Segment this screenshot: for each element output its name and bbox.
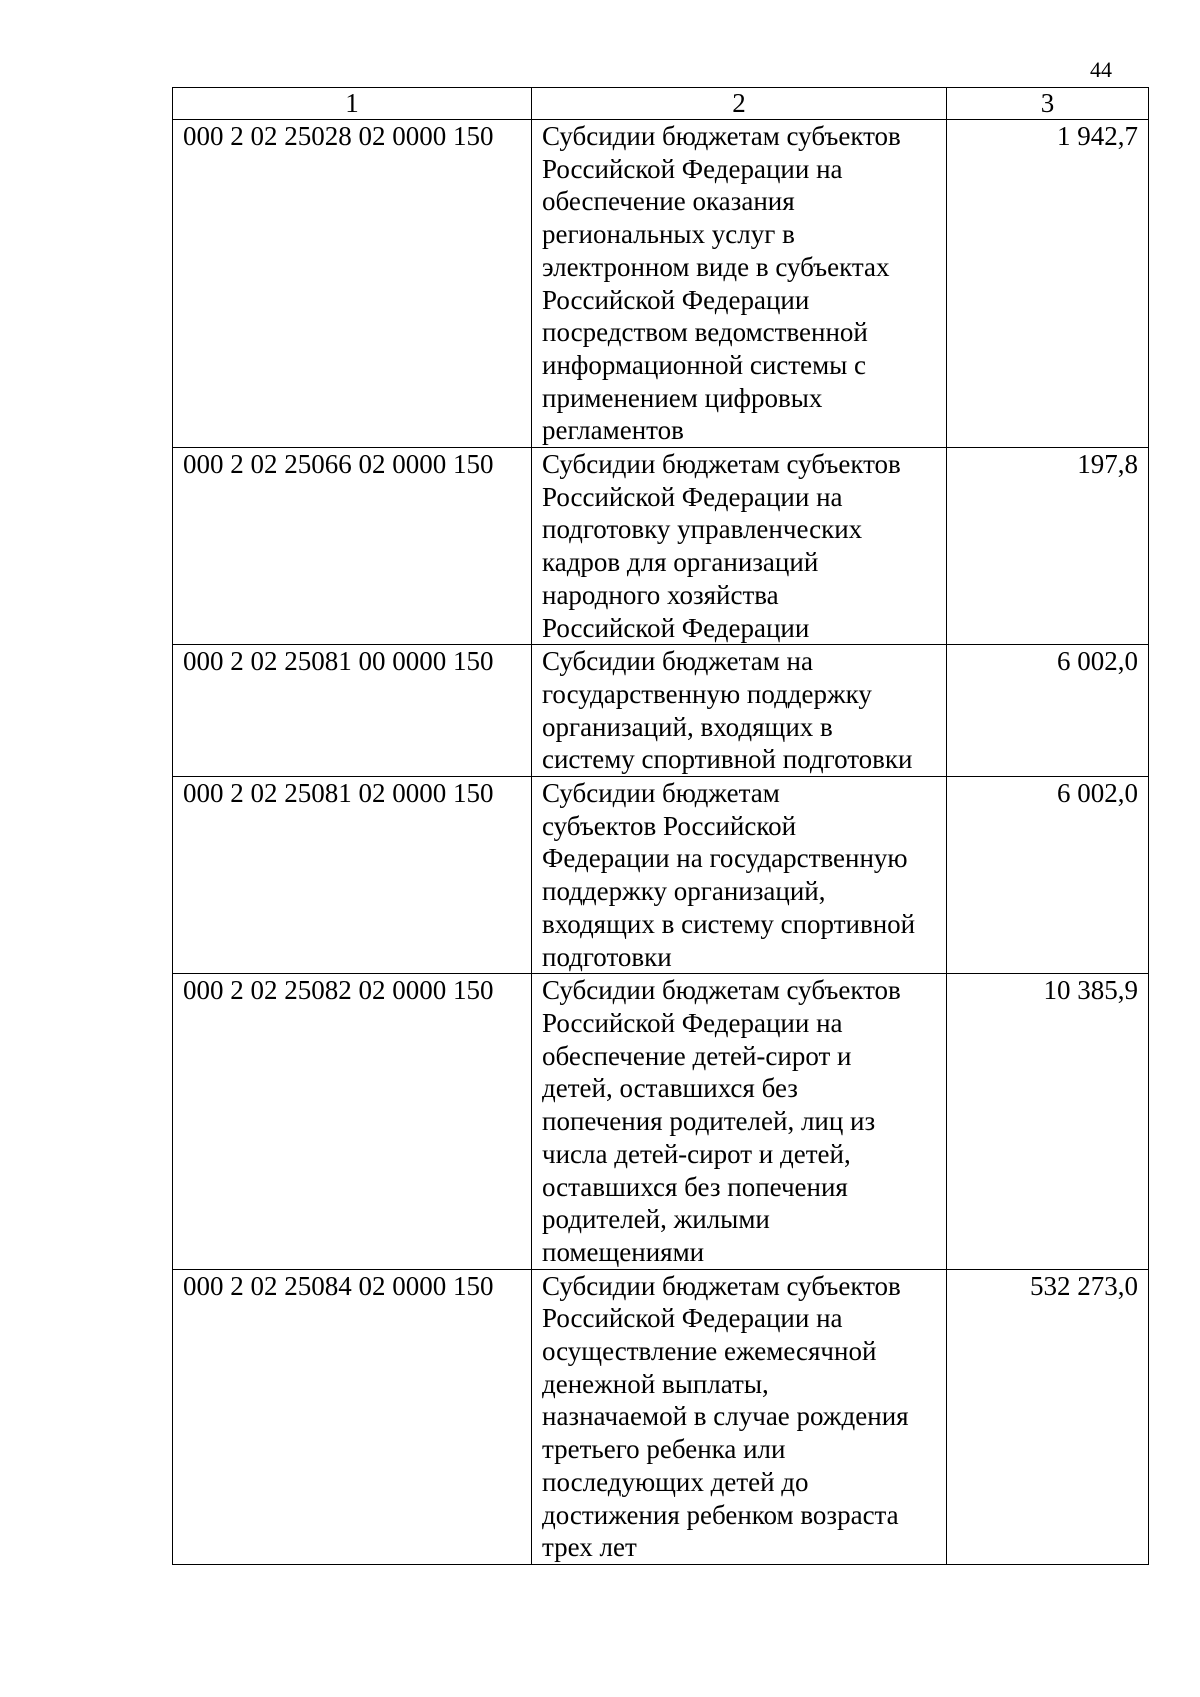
budget-code-cell: 000 2 02 25028 02 0000 150	[173, 120, 532, 448]
description-line: поддержку организаций,	[542, 876, 826, 907]
description-line: электронном виде в субъектах	[542, 251, 890, 282]
description-line: региональных услуг в	[542, 219, 795, 250]
column-header-amount: 3	[947, 88, 1149, 120]
amount-cell: 10 385,9	[947, 974, 1149, 1269]
table-row	[173, 974, 1149, 1269]
description-line: подготовки	[542, 941, 672, 972]
description-line: Федерации на государственную	[542, 843, 908, 874]
description-line: входящих в систему спортивной	[542, 908, 916, 939]
amount-cell: 6 002,0	[947, 645, 1149, 777]
description-line: субъектов Российской	[542, 810, 797, 841]
table-row	[173, 120, 1149, 448]
description-line: Субсидии бюджетам субъектов	[542, 975, 901, 1006]
description-line: родителей, жилыми	[542, 1204, 770, 1235]
column-header-code: 1	[173, 88, 532, 120]
description-cell	[532, 645, 947, 777]
description-line: Российской Федерации на	[542, 481, 843, 512]
description-line: денежной выплаты,	[542, 1368, 769, 1399]
description-line: осуществление ежемесячной	[542, 1336, 877, 1367]
table-row	[173, 1269, 1149, 1564]
description-line: Российской Федерации на	[542, 1303, 843, 1334]
description-line: посредством ведомственной	[542, 317, 868, 348]
table-row	[173, 448, 1149, 645]
budget-code-cell: 000 2 02 25081 00 0000 150	[173, 645, 532, 777]
budget-code-cell: 000 2 02 25084 02 0000 150	[173, 1269, 532, 1564]
description-line: оставшихся без попечения	[542, 1171, 848, 1202]
table-body	[173, 120, 1149, 1565]
description-cell	[532, 120, 947, 448]
description-line: Субсидии бюджетам на	[542, 646, 813, 677]
description-line: назначаемой в случае рождения	[542, 1401, 909, 1432]
description-line: государственную поддержку	[542, 678, 872, 709]
description-line: информационной системы с	[542, 349, 867, 380]
table-row	[173, 645, 1149, 777]
description-line: обеспечение оказания	[542, 186, 795, 217]
amount-cell: 197,8	[947, 448, 1149, 645]
description-cell	[532, 1269, 947, 1564]
description-line: достижения ребенком возраста	[542, 1499, 899, 1530]
description-line: детей, оставшихся без	[542, 1073, 798, 1104]
amount-cell: 1 942,7	[947, 120, 1149, 448]
budget-code-cell: 000 2 02 25081 02 0000 150	[173, 777, 532, 974]
amount-cell: 6 002,0	[947, 777, 1149, 974]
column-header-description: 2	[532, 88, 947, 120]
description-line: кадров для организаций	[542, 547, 819, 578]
description-line: Субсидии бюджетам субъектов	[542, 1270, 901, 1301]
description-line: Российской Федерации	[542, 284, 810, 315]
description-cell	[532, 974, 947, 1269]
page-number: 44	[1090, 57, 1112, 82]
description-line: помещениями	[542, 1236, 705, 1267]
description-line: Российской Федерации на	[542, 153, 843, 184]
description-line: подготовку управленческих	[542, 514, 863, 545]
description-line: числа детей-сирот и детей,	[542, 1138, 851, 1169]
description-line: Российской Федерации на	[542, 1007, 843, 1038]
description-line: систему спортивной подготовки	[542, 744, 913, 775]
description-line: организаций, входящих в	[542, 711, 833, 742]
amount-cell: 532 273,0	[947, 1269, 1149, 1564]
description-line: Субсидии бюджетам	[542, 778, 780, 809]
description-line: Субсидии бюджетам субъектов	[542, 121, 901, 151]
description-line: последующих детей до	[542, 1466, 809, 1497]
budget-table	[172, 87, 1149, 1565]
description-line: трех лет	[542, 1532, 637, 1563]
description-line: Субсидии бюджетам субъектов	[542, 449, 901, 480]
description-line: применением цифровых	[542, 382, 823, 413]
description-line: третьего ребенка или	[542, 1434, 786, 1465]
description-line: Российской Федерации	[542, 612, 810, 643]
description-cell	[532, 777, 947, 974]
description-line: попечения родителей, лиц из	[542, 1106, 876, 1137]
budget-code-cell: 000 2 02 25082 02 0000 150	[173, 974, 532, 1269]
description-line: народного хозяйства	[542, 579, 779, 610]
table-header-row	[173, 88, 1149, 120]
budget-code-cell: 000 2 02 25066 02 0000 150	[173, 448, 532, 645]
table-row	[173, 777, 1149, 974]
description-line: обеспечение детей-сирот и	[542, 1040, 852, 1071]
description-cell	[532, 448, 947, 645]
description-line: регламентов	[542, 415, 684, 446]
